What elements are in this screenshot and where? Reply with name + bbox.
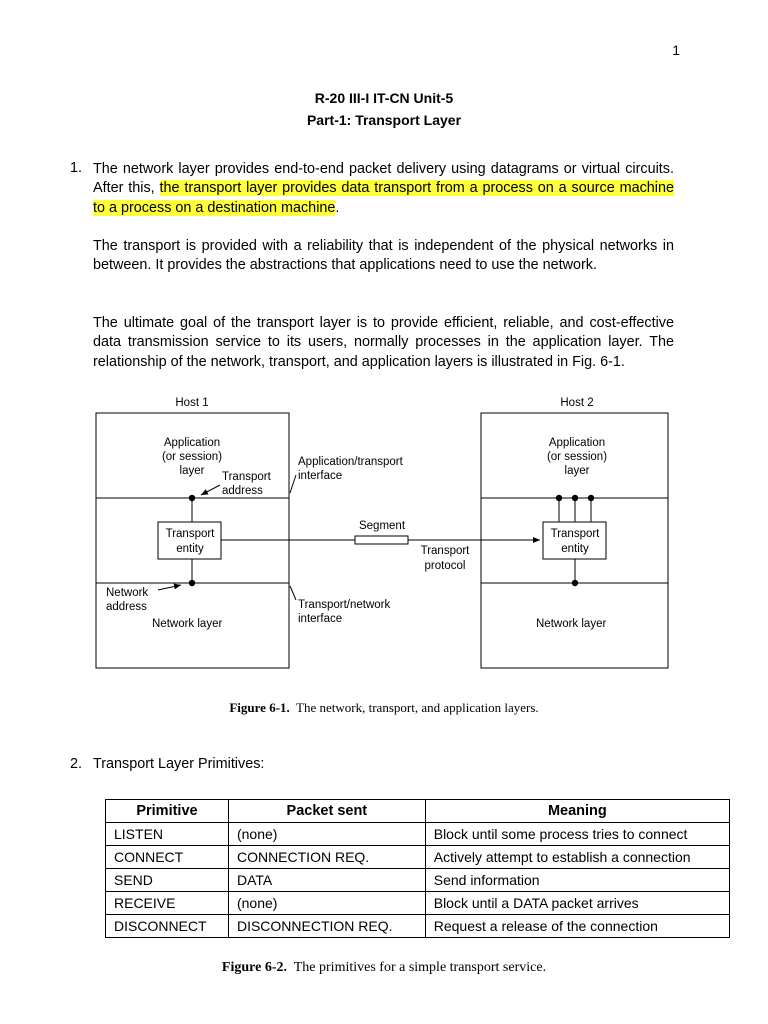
cell-packet-sent: DISCONNECTION REQ. — [228, 915, 425, 938]
cell-packet-sent: CONNECTION REQ. — [228, 846, 425, 869]
host2-label: Host 2 — [560, 397, 594, 409]
paragraph-1-end: . — [335, 199, 340, 216]
transport-protocol-label-2: protocol — [424, 560, 466, 572]
transport-address-arrow — [201, 485, 220, 495]
cell-packet-sent: (none) — [228, 892, 425, 915]
cell-primitive: RECEIVE — [106, 892, 229, 915]
cell-meaning: Block until a DATA packet arrives — [425, 892, 729, 915]
app-transport-interface-label-1: Application/transport — [298, 456, 403, 468]
segment-label: Segment — [358, 520, 406, 532]
column-header-packet-sent: Packet sent — [228, 800, 425, 823]
column-header-meaning: Meaning — [425, 800, 729, 823]
cell-meaning: Block until some process tries to connect — [425, 823, 729, 846]
transport-network-interface-leader — [290, 586, 296, 600]
host2-address-dot-2 — [572, 495, 578, 501]
cell-primitive: SEND — [106, 869, 229, 892]
network-address-label-2: address — [106, 601, 147, 613]
host1-transport-entity-label-2: entity — [176, 543, 204, 555]
host2-transport-entity-label-2: entity — [561, 543, 589, 555]
cell-primitive: DISCONNECT — [106, 915, 229, 938]
host1-network-address-dot — [189, 580, 195, 586]
table-row — [106, 823, 730, 846]
app-transport-interface-leader — [290, 475, 296, 493]
paragraph-3: The ultimate goal of the transport layer is to provide efficient, reliable, and cost-effective data transmission service to its users, normally processes in the application layer. The relationship of the network, transport, and application layers is illustrated in Fig. 6-1. — [93, 315, 674, 370]
host1-transport-entity-label-1: Transport — [165, 528, 215, 540]
cell-packet-sent: DATA — [228, 869, 425, 892]
segment-box — [355, 536, 408, 544]
network-address-label-1: Network — [106, 587, 149, 599]
host1-app-label-2: (or session) — [161, 451, 223, 463]
figure-6-2-caption — [0, 960, 768, 976]
host1-transport-address-dot — [189, 495, 195, 501]
primitives-table — [105, 799, 730, 938]
host1-app-label-3: layer — [179, 465, 205, 477]
cell-packet-sent: (none) — [228, 823, 425, 846]
cell-primitive: CONNECT — [106, 846, 229, 869]
figure-6-1-caption — [0, 700, 768, 716]
host2-app-label-3: layer — [564, 465, 590, 477]
host1-app-label-1: Application — [163, 437, 221, 449]
host1-label: Host 1 — [175, 397, 209, 409]
page-number: 1 — [672, 42, 680, 58]
app-transport-interface-label-2: interface — [298, 470, 343, 482]
paragraph-1-text: The network layer provides end-to-end packet delivery using datagrams or virtual circuits. After this, — [93, 161, 674, 197]
document-title: R-20 III-I IT-CN Unit-5 — [314, 90, 454, 106]
transport-network-interface-label-2: interface — [298, 613, 343, 625]
paragraph-1 — [93, 160, 674, 218]
host2-network-layer-label: Network layer — [536, 618, 607, 630]
table-row — [106, 915, 730, 938]
list-number-2: 2. — [70, 756, 83, 772]
transport-network-interface-label-1: Transport/network — [298, 599, 391, 611]
host2-app-label-2: (or session) — [546, 451, 608, 463]
host2-transport-entity-label-1: Transport — [550, 528, 600, 540]
cell-meaning: Actively attempt to establish a connection — [425, 846, 729, 869]
table-row — [106, 846, 730, 869]
section-2-heading: Transport Layer Primitives: — [93, 756, 265, 772]
part-title: Part-1: Transport Layer — [306, 112, 462, 128]
host2-network-address-dot — [572, 580, 578, 586]
transport-address-label-2: address — [222, 485, 263, 497]
host1-network-layer-label: Network layer — [152, 618, 223, 630]
transport-protocol-label-1: Transport — [420, 545, 470, 557]
figure-6-1-caption-label: Figure 6-1. — [229, 700, 290, 715]
highlighted-text: the transport layer provides data transport from a process on a source machine to a process on a destination machine — [93, 180, 674, 216]
host2-address-dot-3 — [588, 495, 594, 501]
network-address-arrow — [158, 585, 181, 590]
transport-address-label-1: Transport — [222, 471, 271, 483]
table-row — [106, 892, 730, 915]
figure-6-2-caption-text: The primitives for a simple transport service. — [293, 960, 547, 975]
cell-primitive: LISTEN — [106, 823, 229, 846]
column-header-primitive: Primitive — [106, 800, 229, 823]
host2-address-dot-1 — [556, 495, 562, 501]
cell-meaning: Send information — [425, 869, 729, 892]
figure-6-2-caption-label: Figure 6-2. — [221, 960, 287, 975]
table-row — [106, 869, 730, 892]
cell-meaning: Request a release of the connection — [425, 915, 729, 938]
figure-6-1-diagram — [0, 390, 768, 690]
list-number-1: 1. — [70, 160, 83, 176]
figure-6-1-caption-text: The network, transport, and application layers. — [296, 700, 539, 715]
host2-app-label-1: Application — [548, 437, 606, 449]
table-header-row — [106, 800, 730, 823]
paragraph-2: The transport is provided with a reliability that is independent of the physical networks in between. It provides the abstractions that applications need to use the network. — [93, 238, 674, 274]
